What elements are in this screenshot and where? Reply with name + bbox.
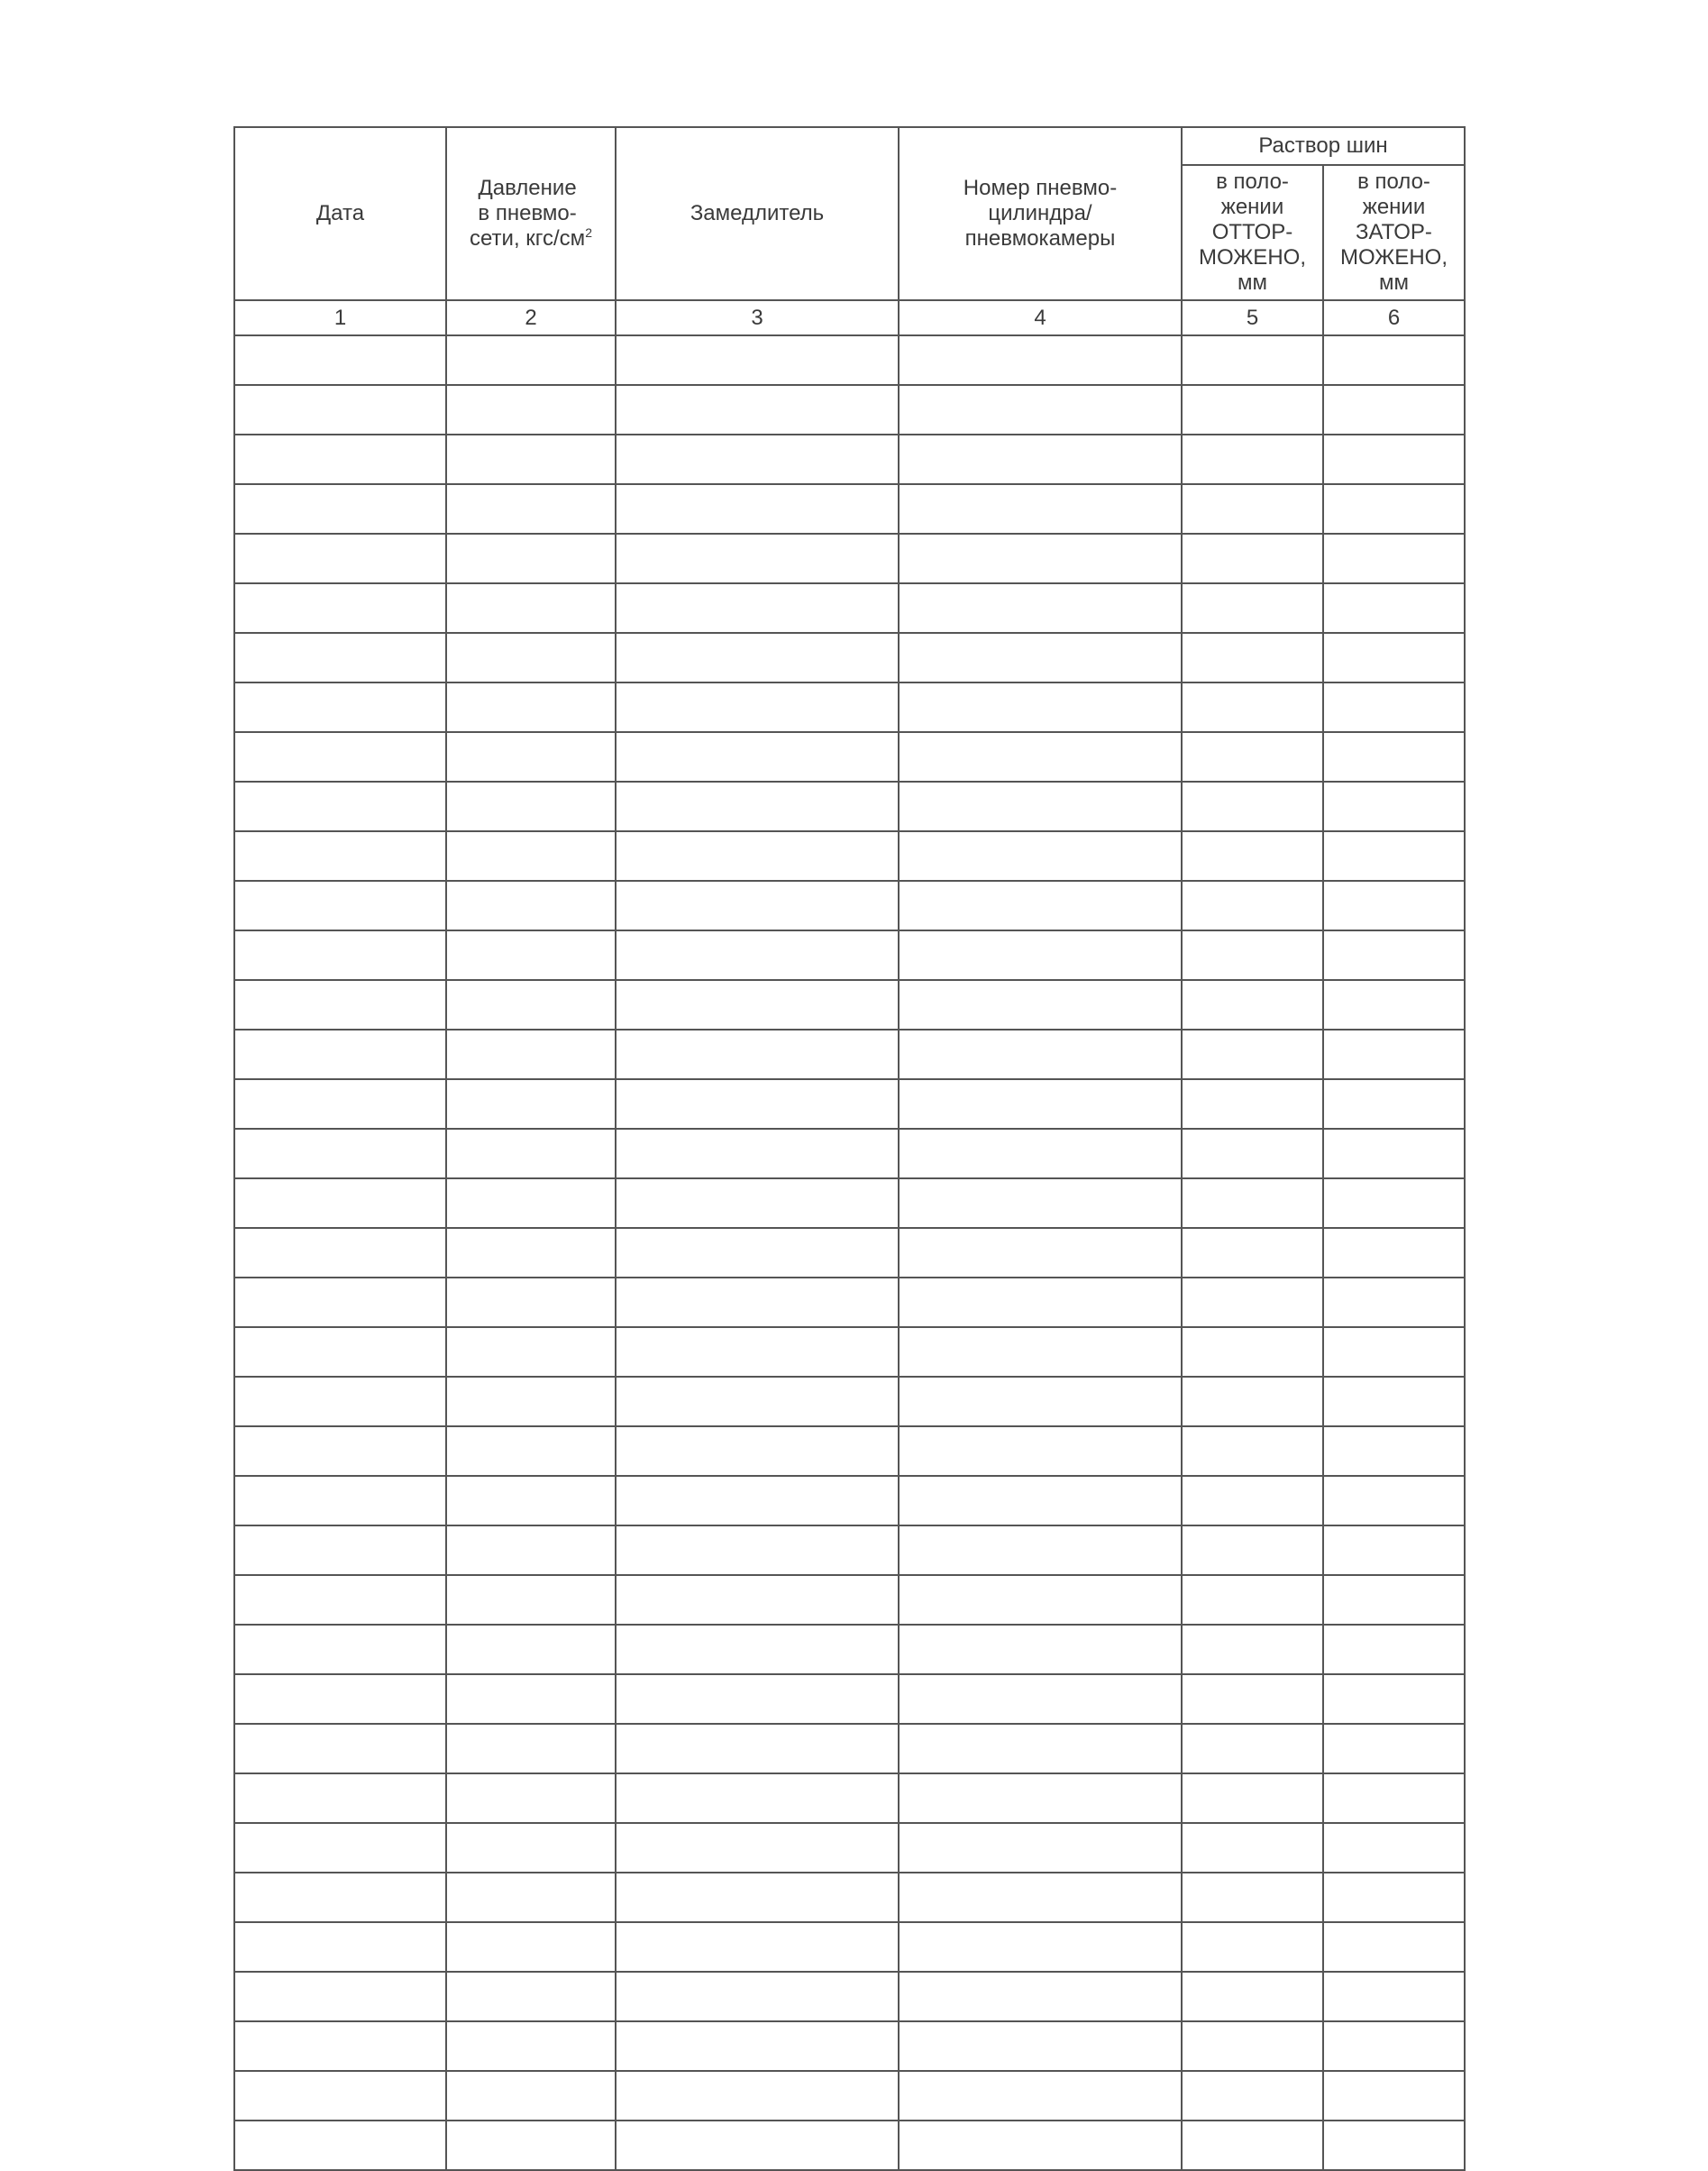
table-cell[interactable] xyxy=(899,1873,1182,1922)
table-cell[interactable] xyxy=(899,782,1182,831)
table-cell[interactable] xyxy=(234,1377,446,1426)
table-row xyxy=(234,534,1465,583)
table-cell[interactable] xyxy=(1323,980,1465,1030)
table-cell[interactable] xyxy=(234,1525,446,1575)
header-retarder xyxy=(616,127,899,300)
table-cell[interactable] xyxy=(1323,435,1465,484)
table-cell[interactable] xyxy=(616,782,899,831)
table-cell[interactable] xyxy=(616,1525,899,1575)
table-cell[interactable] xyxy=(1182,583,1323,633)
table-cell[interactable] xyxy=(899,1625,1182,1674)
table-row xyxy=(234,2071,1465,2121)
table-cell[interactable] xyxy=(1182,980,1323,1030)
header-pressure xyxy=(446,127,616,300)
table-cell[interactable] xyxy=(616,534,899,583)
table-cell[interactable] xyxy=(446,633,616,682)
table-cell[interactable] xyxy=(1182,1377,1323,1426)
table-cell[interactable] xyxy=(446,2021,616,2071)
table-cell[interactable] xyxy=(1323,534,1465,583)
table-row xyxy=(234,1724,1465,1773)
table-cell[interactable] xyxy=(899,1327,1182,1377)
header-braked-position xyxy=(1323,165,1465,300)
table-cell[interactable] xyxy=(1182,1575,1323,1625)
table-row xyxy=(234,2121,1465,2170)
column-number: 4 xyxy=(899,300,1182,335)
table-row xyxy=(234,1178,1465,1228)
table-cell[interactable] xyxy=(1182,1228,1323,1278)
table-cell[interactable] xyxy=(234,1922,446,1972)
table-cell[interactable] xyxy=(234,1873,446,1922)
table-cell[interactable] xyxy=(446,1178,616,1228)
table-cell[interactable] xyxy=(446,1972,616,2021)
table-cell[interactable] xyxy=(1182,1327,1323,1377)
table-cell[interactable] xyxy=(1323,633,1465,682)
table-row xyxy=(234,583,1465,633)
table-cell[interactable] xyxy=(446,1724,616,1773)
table-cell[interactable] xyxy=(1323,1724,1465,1773)
header-date-label: Дата xyxy=(315,201,365,225)
table-cell[interactable] xyxy=(616,484,899,534)
table-cell[interactable] xyxy=(1323,2021,1465,2071)
table-cell[interactable] xyxy=(616,1575,899,1625)
table-cell[interactable] xyxy=(899,732,1182,782)
table-cell[interactable] xyxy=(899,1575,1182,1625)
table-cell[interactable] xyxy=(1182,435,1323,484)
header-braked-position-label: в поло- жении ЗАТОР- МОЖЕНО, мм xyxy=(1340,169,1448,295)
table-cell[interactable] xyxy=(1182,1625,1323,1674)
table-cell[interactable] xyxy=(616,1278,899,1327)
header-cylinder-number-label: Номер пневмо- цилиндра/ пневмокамеры xyxy=(963,176,1118,251)
table-cell[interactable] xyxy=(234,1178,446,1228)
table-cell[interactable] xyxy=(1182,682,1323,732)
table-body xyxy=(234,335,1465,2170)
table-cell[interactable] xyxy=(1323,1922,1465,1972)
table-cell[interactable] xyxy=(234,2021,446,2071)
table-cell[interactable] xyxy=(616,1823,899,1873)
header-pressure-superscript: 2 xyxy=(585,225,592,240)
table-cell[interactable] xyxy=(1182,1079,1323,1129)
table-cell[interactable] xyxy=(899,1476,1182,1525)
table-cell[interactable] xyxy=(616,682,899,732)
table-cell[interactable] xyxy=(446,2121,616,2170)
table-cell[interactable] xyxy=(234,782,446,831)
table-cell[interactable] xyxy=(1182,1129,1323,1178)
table-cell[interactable] xyxy=(899,335,1182,385)
table-cell[interactable] xyxy=(234,1426,446,1476)
table-cell[interactable] xyxy=(1323,1823,1465,1873)
header-released-position-label: в поло- жении ОТТОР- МОЖЕНО, мм xyxy=(1199,169,1306,295)
table-cell[interactable] xyxy=(899,435,1182,484)
table-cell[interactable] xyxy=(1182,2121,1323,2170)
table-cell[interactable] xyxy=(899,633,1182,682)
table-cell[interactable] xyxy=(234,2071,446,2121)
table-cell[interactable] xyxy=(446,484,616,534)
table-cell[interactable] xyxy=(899,2121,1182,2170)
table-cell[interactable] xyxy=(1182,930,1323,980)
table-cell[interactable] xyxy=(1182,2021,1323,2071)
table-cell[interactable] xyxy=(1182,1773,1323,1823)
table-cell[interactable] xyxy=(234,1030,446,1079)
table-cell[interactable] xyxy=(1182,782,1323,831)
table-cell[interactable] xyxy=(1323,1972,1465,2021)
header-group-rail-opening-label: Раствор шин xyxy=(1258,133,1388,158)
table-cell[interactable] xyxy=(234,1773,446,1823)
journal-table xyxy=(233,126,1466,2171)
table-cell[interactable] xyxy=(616,583,899,633)
table-cell[interactable] xyxy=(234,385,446,435)
table-cell[interactable] xyxy=(616,633,899,682)
table-cell[interactable] xyxy=(1323,782,1465,831)
table-cell[interactable] xyxy=(899,1922,1182,1972)
table-cell[interactable] xyxy=(446,1377,616,1426)
table-cell[interactable] xyxy=(616,2021,899,2071)
table-cell[interactable] xyxy=(616,1030,899,1079)
table-cell[interactable] xyxy=(234,831,446,881)
table-cell[interactable] xyxy=(616,2121,899,2170)
table-cell[interactable] xyxy=(616,1972,899,2021)
table-cell[interactable] xyxy=(446,435,616,484)
table-row xyxy=(234,1575,1465,1625)
table-cell[interactable] xyxy=(1182,1178,1323,1228)
table-cell[interactable] xyxy=(899,881,1182,930)
table-row xyxy=(234,1278,1465,1327)
table-cell[interactable] xyxy=(234,534,446,583)
table-cell[interactable] xyxy=(446,583,616,633)
table-cell[interactable] xyxy=(616,881,899,930)
table-cell[interactable] xyxy=(899,980,1182,1030)
column-number: 1 xyxy=(234,300,446,335)
table-row xyxy=(234,881,1465,930)
table-row xyxy=(234,1079,1465,1129)
table-cell[interactable] xyxy=(1323,831,1465,881)
table-cell[interactable] xyxy=(1323,1079,1465,1129)
table-row xyxy=(234,1228,1465,1278)
table-row xyxy=(234,1476,1465,1525)
table-cell[interactable] xyxy=(446,831,616,881)
table-cell[interactable] xyxy=(234,682,446,732)
table-cell[interactable] xyxy=(1182,1823,1323,1873)
table-cell[interactable] xyxy=(1323,930,1465,980)
table-row xyxy=(234,1030,1465,1079)
table-cell[interactable] xyxy=(1323,682,1465,732)
table-cell[interactable] xyxy=(446,1278,616,1327)
table-cell[interactable] xyxy=(616,1773,899,1823)
table-cell[interactable] xyxy=(899,1079,1182,1129)
table-cell[interactable] xyxy=(234,930,446,980)
table-cell[interactable] xyxy=(234,484,446,534)
table-cell[interactable] xyxy=(234,1079,446,1129)
table-cell[interactable] xyxy=(234,1724,446,1773)
table-cell[interactable] xyxy=(1323,385,1465,435)
table-cell[interactable] xyxy=(899,1030,1182,1079)
table-cell[interactable] xyxy=(446,1476,616,1525)
table-cell[interactable] xyxy=(446,682,616,732)
table-cell[interactable] xyxy=(234,335,446,385)
table-cell[interactable] xyxy=(1323,1426,1465,1476)
table-cell[interactable] xyxy=(234,633,446,682)
table-row xyxy=(234,980,1465,1030)
table-cell[interactable] xyxy=(899,583,1182,633)
table-row xyxy=(234,1922,1465,1972)
table-cell[interactable] xyxy=(616,2071,899,2121)
table-cell[interactable] xyxy=(446,1873,616,1922)
table-row xyxy=(234,1773,1465,1823)
table-cell[interactable] xyxy=(446,1228,616,1278)
table-cell[interactable] xyxy=(1182,1724,1323,1773)
table-cell[interactable] xyxy=(1323,1476,1465,1525)
table-cell[interactable] xyxy=(234,583,446,633)
table-cell[interactable] xyxy=(1182,1030,1323,1079)
table-row xyxy=(234,1377,1465,1426)
table-cell[interactable] xyxy=(1323,1278,1465,1327)
table-cell[interactable] xyxy=(446,782,616,831)
table-row xyxy=(234,1873,1465,1922)
table-row xyxy=(234,1327,1465,1377)
column-number-row xyxy=(234,300,1465,335)
table-cell[interactable] xyxy=(616,1327,899,1377)
table-cell[interactable] xyxy=(616,1724,899,1773)
table-cell[interactable] xyxy=(234,1674,446,1724)
header-group-rail-opening xyxy=(1182,127,1465,165)
table-cell[interactable] xyxy=(446,1674,616,1724)
table-row xyxy=(234,1426,1465,1476)
table-row xyxy=(234,930,1465,980)
table-cell[interactable] xyxy=(899,1426,1182,1476)
table-row xyxy=(234,2021,1465,2071)
table-cell[interactable] xyxy=(1323,1228,1465,1278)
table-cell[interactable] xyxy=(616,1178,899,1228)
table-cell[interactable] xyxy=(1182,881,1323,930)
table-cell[interactable] xyxy=(1323,1575,1465,1625)
table-cell[interactable] xyxy=(899,1178,1182,1228)
table-cell[interactable] xyxy=(1182,335,1323,385)
table-cell[interactable] xyxy=(1182,1278,1323,1327)
table-row xyxy=(234,1525,1465,1575)
table-cell[interactable] xyxy=(1182,484,1323,534)
table-cell[interactable] xyxy=(234,2121,446,2170)
table-cell[interactable] xyxy=(1182,1525,1323,1575)
table-cell[interactable] xyxy=(616,831,899,881)
table-cell[interactable] xyxy=(1182,732,1323,782)
table-cell[interactable] xyxy=(446,1575,616,1625)
table-cell[interactable] xyxy=(899,1377,1182,1426)
table-row xyxy=(234,1129,1465,1178)
table-cell[interactable] xyxy=(616,1228,899,1278)
table-cell[interactable] xyxy=(899,1674,1182,1724)
table-cell[interactable] xyxy=(234,1278,446,1327)
table-row xyxy=(234,1625,1465,1674)
header-released-position xyxy=(1182,165,1323,300)
table-cell[interactable] xyxy=(616,435,899,484)
table-cell[interactable] xyxy=(234,732,446,782)
table-cell[interactable] xyxy=(899,1278,1182,1327)
table-cell[interactable] xyxy=(1323,484,1465,534)
table-cell[interactable] xyxy=(1182,831,1323,881)
table-cell[interactable] xyxy=(616,732,899,782)
table-cell[interactable] xyxy=(446,1030,616,1079)
table-cell[interactable] xyxy=(1182,1426,1323,1476)
table-cell[interactable] xyxy=(234,1327,446,1377)
table-cell[interactable] xyxy=(616,1426,899,1476)
table-cell[interactable] xyxy=(1323,1873,1465,1922)
table-cell[interactable] xyxy=(899,1773,1182,1823)
table-cell[interactable] xyxy=(616,930,899,980)
table-row xyxy=(234,682,1465,732)
table-cell[interactable] xyxy=(1323,1525,1465,1575)
table-cell[interactable] xyxy=(234,881,446,930)
table-cell[interactable] xyxy=(899,484,1182,534)
table-cell[interactable] xyxy=(899,1525,1182,1575)
table-cell[interactable] xyxy=(446,335,616,385)
table-cell[interactable] xyxy=(446,732,616,782)
table-cell[interactable] xyxy=(1182,1674,1323,1724)
table-cell[interactable] xyxy=(899,831,1182,881)
table-cell[interactable] xyxy=(446,1426,616,1476)
header-cylinder-number xyxy=(899,127,1182,300)
table-cell[interactable] xyxy=(1182,1476,1323,1525)
table-cell[interactable] xyxy=(1323,1674,1465,1724)
table-header xyxy=(234,127,1465,335)
table-cell[interactable] xyxy=(446,980,616,1030)
table-cell[interactable] xyxy=(1182,1972,1323,2021)
table-cell[interactable] xyxy=(899,1972,1182,2021)
table-cell[interactable] xyxy=(616,1079,899,1129)
table-cell[interactable] xyxy=(446,1773,616,1823)
header-date xyxy=(234,127,446,300)
table-cell[interactable] xyxy=(1182,1873,1323,1922)
table-cell[interactable] xyxy=(1182,633,1323,682)
table-cell[interactable] xyxy=(616,1476,899,1525)
header-retarder-label: Замедлитель xyxy=(690,201,825,225)
table-cell[interactable] xyxy=(899,385,1182,435)
table-cell[interactable] xyxy=(1323,1129,1465,1178)
table-cell[interactable] xyxy=(446,1327,616,1377)
table-cell[interactable] xyxy=(446,930,616,980)
table-cell[interactable] xyxy=(446,1129,616,1178)
column-number: 2 xyxy=(446,300,616,335)
table-cell[interactable] xyxy=(616,1625,899,1674)
table-row xyxy=(234,484,1465,534)
header-pressure-label: Давление в пневмо- сети, кгс/см xyxy=(470,176,586,251)
table-cell[interactable] xyxy=(1323,1625,1465,1674)
table-row xyxy=(234,633,1465,682)
column-number: 5 xyxy=(1182,300,1323,335)
table-cell[interactable] xyxy=(234,1129,446,1178)
table-cell[interactable] xyxy=(446,1823,616,1873)
table-cell[interactable] xyxy=(234,435,446,484)
table-cell[interactable] xyxy=(899,534,1182,583)
table-cell[interactable] xyxy=(616,385,899,435)
table-cell[interactable] xyxy=(899,2021,1182,2071)
table-cell[interactable] xyxy=(1182,1922,1323,1972)
table-cell[interactable] xyxy=(616,1377,899,1426)
table-cell[interactable] xyxy=(616,335,899,385)
table-cell[interactable] xyxy=(234,1823,446,1873)
table-cell[interactable] xyxy=(616,980,899,1030)
table-cell[interactable] xyxy=(1323,335,1465,385)
table-row xyxy=(234,1972,1465,2021)
table-cell[interactable] xyxy=(616,1922,899,1972)
table-cell[interactable] xyxy=(234,1625,446,1674)
table-cell[interactable] xyxy=(1323,1178,1465,1228)
table-cell[interactable] xyxy=(899,682,1182,732)
table-row xyxy=(234,385,1465,435)
table-cell[interactable] xyxy=(234,1476,446,1525)
table-cell[interactable] xyxy=(1323,583,1465,633)
table-cell[interactable] xyxy=(616,1129,899,1178)
table-cell[interactable] xyxy=(446,1079,616,1129)
table-cell[interactable] xyxy=(1323,2121,1465,2170)
table-cell[interactable] xyxy=(616,1674,899,1724)
table-cell[interactable] xyxy=(1323,732,1465,782)
table-cell[interactable] xyxy=(899,930,1182,980)
table-cell[interactable] xyxy=(899,1724,1182,1773)
table-cell[interactable] xyxy=(446,534,616,583)
table-cell[interactable] xyxy=(1323,1030,1465,1079)
table-cell[interactable] xyxy=(446,881,616,930)
table-cell[interactable] xyxy=(234,1972,446,2021)
table-cell[interactable] xyxy=(1323,881,1465,930)
table-cell[interactable] xyxy=(446,1525,616,1575)
table-cell[interactable] xyxy=(234,1575,446,1625)
table-row xyxy=(234,831,1465,881)
table-row xyxy=(234,1674,1465,1724)
column-number: 6 xyxy=(1323,300,1465,335)
table-row xyxy=(234,732,1465,782)
table-row xyxy=(234,435,1465,484)
table-cell[interactable] xyxy=(899,1823,1182,1873)
table-cell[interactable] xyxy=(1182,385,1323,435)
table-cell[interactable] xyxy=(446,1625,616,1674)
table-cell[interactable] xyxy=(446,385,616,435)
table-cell[interactable] xyxy=(899,1228,1182,1278)
table-cell[interactable] xyxy=(899,1129,1182,1178)
table-cell[interactable] xyxy=(234,1228,446,1278)
table-cell[interactable] xyxy=(1323,1377,1465,1426)
table-cell[interactable] xyxy=(899,2071,1182,2121)
table-cell[interactable] xyxy=(1182,2071,1323,2121)
column-number: 3 xyxy=(616,300,899,335)
table-row xyxy=(234,1823,1465,1873)
table-cell[interactable] xyxy=(234,980,446,1030)
table-cell[interactable] xyxy=(1182,534,1323,583)
table-cell[interactable] xyxy=(1323,1327,1465,1377)
table-cell[interactable] xyxy=(1323,1773,1465,1823)
table-cell[interactable] xyxy=(446,2071,616,2121)
table-cell[interactable] xyxy=(616,1873,899,1922)
table-cell[interactable] xyxy=(446,1922,616,1972)
table-row xyxy=(234,782,1465,831)
table-cell[interactable] xyxy=(1323,2071,1465,2121)
table-row xyxy=(234,335,1465,385)
